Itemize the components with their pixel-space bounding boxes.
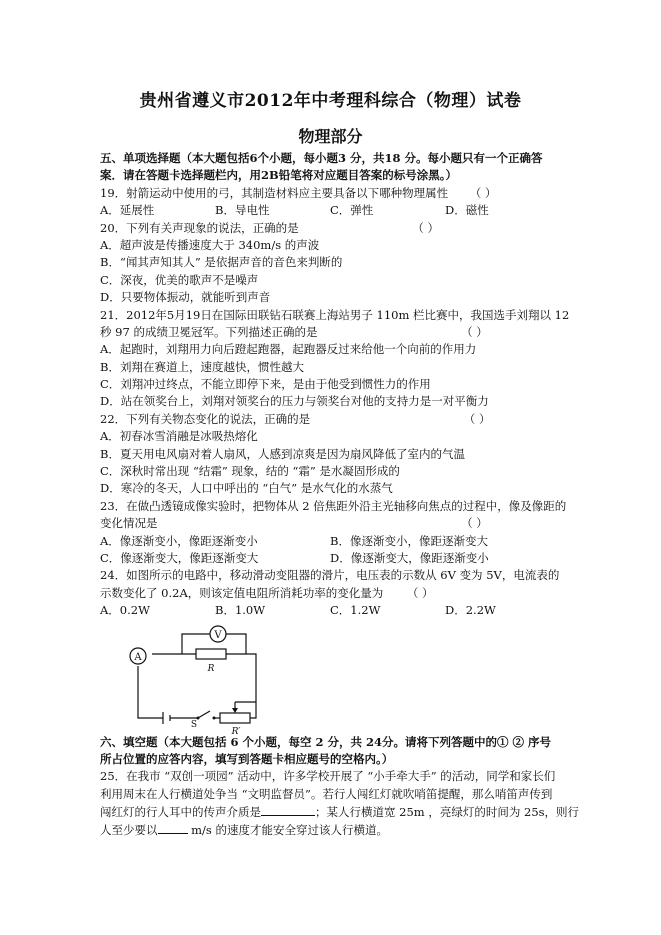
rheostat-label: R′ bbox=[231, 726, 241, 737]
q20-stem-text: 20．下列有关声现象的说法，正确的是 bbox=[100, 220, 299, 235]
q21-stem-1: 21．2012年5月19日在国际田联钻石联赛上海站男子 110m 栏比赛中，我国选手刘翔以 12 bbox=[100, 307, 570, 322]
q20-option-d: D．只要物体振动，就能听到声音 bbox=[100, 290, 271, 305]
q22-stem bbox=[100, 411, 562, 428]
q23-option-c: C．像逐渐变大，像距逐渐变大 bbox=[100, 550, 259, 565]
q25-line-4a: 人至少要以 bbox=[100, 822, 158, 837]
q21-option-c: C．刘翔冲过终点，不能立即停下来，是由于他受到惯性力的作用 bbox=[100, 377, 431, 392]
circuit-wire-right bbox=[246, 654, 256, 718]
q25-line-1: 25．在我市 “双创一项园” 活动中，许多学校开展了 “小手牵大手” 的活动，同学和家长们 bbox=[100, 769, 556, 784]
q25-line-3 bbox=[100, 803, 580, 820]
q24-stem-1: 24．如图所示的电路中，移动滑动变阻器的滑片，电压表的示数从 6V 变为 5V，电流表的 bbox=[100, 568, 560, 583]
q19-option-b: B．导电性 bbox=[215, 203, 270, 218]
rheostat-slider-arrowhead bbox=[232, 708, 238, 713]
q22-option-c: C．深秋时常出现 “结霜” 现象，结的 “霜” 是水凝固形成的 bbox=[100, 464, 400, 479]
circuit-wire-left bbox=[138, 666, 163, 718]
q20-option-b: B．“闻其声知其人” 是依据声音的音色来判断的 bbox=[100, 255, 343, 270]
q19-option-c: C．弹性 bbox=[330, 203, 374, 218]
section5-heading-2: 案．请在答题卡选择题栏内，用2B铅笔将对应题目答案的标号涂黑。） bbox=[100, 168, 457, 183]
circuit-wire-voltmeter-right bbox=[226, 634, 246, 654]
q23-option-a: A．像逐渐变小，像距逐渐变小 bbox=[100, 533, 258, 548]
q21-answer-paren: （ ） bbox=[461, 324, 488, 339]
q19-answer-paren: （ ） bbox=[469, 185, 497, 200]
q25-line-4b: m/s 的速度才能安全穿过该人行横道。 bbox=[187, 822, 388, 837]
q25-line-2: 利用周末在人行横道处争当 “文明监督员”。若行人闯红灯就吹哨笛提醒，那么哨笛声传到 bbox=[100, 786, 553, 801]
q19-stem-text: 19．射箭运动中使用的弓，其制造材料应主要具备以下哪种物理属性 bbox=[100, 185, 449, 200]
q20-option-c: C．深夜，优美的歌声不是噪声 bbox=[100, 272, 259, 287]
q21-option-a: A．起跑时，刘翔用力向后蹬起跑器，起跑器反过来给他一个向前的作用力 bbox=[100, 342, 477, 357]
q24-option-c: C．1.2W bbox=[330, 603, 381, 618]
q24-option-b: B．1.0W bbox=[215, 603, 266, 618]
q20-option-a: A．超声波是传播速度大于 340m/s 的声波 bbox=[100, 237, 320, 252]
q22-option-d: D．寒冷的冬天，人口中呼出的 “白气” 是水气化的水蒸气 bbox=[100, 481, 393, 496]
q25-line-4 bbox=[100, 821, 562, 838]
q22-stem-text: 22．下列有关物态变化的说法，正确的是 bbox=[100, 411, 311, 426]
q24-option-a: A．0.2W bbox=[100, 603, 150, 618]
q23-option-b: B．像逐渐变小，像距逐渐变大 bbox=[330, 533, 488, 548]
q23-answer-paren: （ ） bbox=[461, 516, 488, 531]
q20-stem bbox=[100, 220, 562, 237]
q19-options bbox=[100, 202, 562, 219]
q21-option-d: D．站在领奖台上，刘翔对领奖台的压力与领奖台对他的支持力是一对平衡力 bbox=[100, 394, 489, 409]
q23-stem-2 bbox=[100, 515, 562, 532]
q21-option-b: B．刘翔在赛道上，速度越快，惯性越大 bbox=[100, 359, 304, 374]
q19-option-a: A．延展性 bbox=[100, 203, 155, 218]
switch-label: S bbox=[190, 719, 198, 730]
q22-option-a: A．初春冰雪消融是冰吸热熔化 bbox=[100, 429, 258, 444]
page-title: 贵州省遵义市2012年中考理科综合（物理）试卷 bbox=[139, 91, 522, 111]
page-subtitle: 物理部分 bbox=[298, 127, 363, 146]
switch-blade bbox=[198, 711, 210, 718]
q25-line-3b: ；某人行横道宽 25m ，亮绿灯的时间为 25s，则行 bbox=[315, 805, 580, 820]
q23-options-row-1 bbox=[100, 533, 562, 550]
section6-heading-2: 所占位置的应答内容，填写到答题卡相应题号的空格内。） bbox=[100, 751, 394, 766]
q25-blank-1[interactable] bbox=[261, 803, 315, 816]
q21-stem-2-text: 秒 97 的成绩卫冕冠军。下列描述正确的是 bbox=[100, 324, 318, 339]
q19-stem bbox=[100, 185, 562, 202]
q24-stem-2 bbox=[100, 585, 562, 602]
switch-contact bbox=[213, 716, 216, 719]
voltmeter-label: V bbox=[214, 629, 222, 641]
q25-line-3a: 闯红灯的行人耳中的传声介质是 bbox=[100, 805, 261, 820]
circuit-diagram bbox=[118, 626, 268, 737]
ammeter-label: A bbox=[134, 651, 142, 663]
resistor-r bbox=[196, 649, 226, 659]
q22-option-b: B．夏天用电风扇对着人扇风，人感到凉爽是因为扇风降低了室内的气温 bbox=[100, 446, 465, 461]
q21-stem-2 bbox=[100, 324, 562, 341]
exam-content bbox=[100, 150, 580, 838]
q25-blank-2[interactable] bbox=[158, 821, 188, 834]
rheostat bbox=[220, 713, 250, 723]
section6-heading-1: 六、填空题（本大题包括 6 个小题，每空 2 分，共 24分。请将下列答题中的① ② 序号 bbox=[100, 734, 552, 749]
q20-answer-paren: （ ） bbox=[412, 220, 439, 235]
q19-option-d: D．磁性 bbox=[445, 203, 489, 218]
q23-options-row-2 bbox=[100, 550, 562, 567]
q24-stem-2-text: 示数变化了 0.2A，则该定值电阻所消耗功率的变化量为 bbox=[100, 585, 384, 600]
q24-options bbox=[100, 602, 562, 619]
q22-answer-paren: （ ） bbox=[463, 411, 491, 426]
resistor-label: R bbox=[207, 663, 215, 674]
q23-option-d: D．像逐渐变大，像距逐渐变小 bbox=[330, 550, 489, 565]
q24-option-d: D．2.2W bbox=[445, 603, 496, 618]
q23-stem-1: 23．在做凸透镜成像实验时，把物体从 2 倍焦距外沿主光轴移向焦点的过程中，像及像距的 bbox=[100, 498, 567, 513]
section5-heading-1: 五、单项选择题（本大题包括6个小题，每小题3 分，共18 分。每小题只有一个正确答 bbox=[100, 151, 543, 165]
q23-stem-2-text: 变化情况是 bbox=[100, 516, 158, 531]
q24-answer-paren: （ ） bbox=[406, 585, 434, 600]
